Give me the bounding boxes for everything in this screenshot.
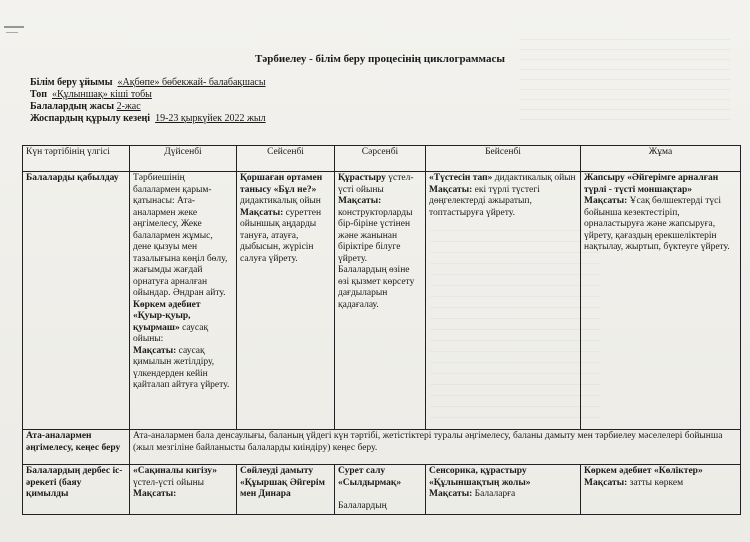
cell-thursday-independent — [426, 465, 581, 515]
friday-independent-goal: затты көркем — [627, 477, 684, 488]
cell-tuesday-reception — [237, 172, 335, 430]
tuesday-reception-activity: Қоршаған ортамен танысу «Бұл не?» — [240, 173, 323, 195]
row-label-independent: Балалардың дербес іс-әрекеті (баяу қимылды — [23, 465, 130, 515]
thursday-independent-activity: Сенсорика, құрастыру «Құлыншақтың жолы» — [429, 466, 531, 488]
row-parents — [23, 430, 741, 465]
wednesday-reception-goal: конструкторларды бір-біріне үстінен және жанынан біріктіре білуге үйрету. — [338, 207, 413, 264]
thursday-reception-type: дидактикалық ойын — [492, 173, 576, 183]
header-row — [23, 146, 741, 172]
monday-reception-goal-label: Мақсаты: — [133, 345, 177, 356]
tuesday-reception-goal: суреттен ойыншық аңдарды тануға, атауға, дыбысын, жүрісін салуға үйрету. — [240, 207, 322, 264]
col-header-monday: Дүйсенбі — [130, 146, 237, 172]
col-header-thursday: Бейсенбі — [426, 146, 581, 172]
monday-independent-type: үстел-үсті ойыны — [133, 477, 205, 488]
wednesday-independent-text: Балалардың — [338, 500, 387, 511]
monday-reception-type: саусақ ойыны: — [133, 322, 209, 344]
wednesday-reception-goal-label: Мақсаты: — [338, 196, 382, 206]
period-value: 19-23 қыркүйек 2022 жыл — [155, 113, 266, 124]
tuesday-independent-activity: Сөйлеуді дамыту «Құыршақ Әйгерім мен Динара — [240, 466, 325, 499]
org-value: «Ақбөпе» бөбекжай- балабақшасы — [117, 77, 266, 88]
thursday-reception-goal: екі түрлі түстегі дөңгелектерді ажыратып, топтастыруға үйрету. — [429, 184, 540, 218]
wednesday-independent-activity: Сурет салу «Сылдырмақ» — [338, 466, 402, 488]
cell-tuesday-independent — [237, 465, 335, 515]
group-label: Топ — [30, 89, 47, 100]
org-line — [30, 77, 730, 89]
period-label: Жоспардың құрылу кезеңі — [30, 113, 151, 124]
scan-corner-mark — [4, 26, 24, 42]
row-reception — [23, 172, 741, 430]
document-header — [30, 53, 730, 125]
tuesday-reception-goal-label: Мақсаты: — [240, 207, 284, 218]
age-value: 2-жас — [116, 101, 141, 112]
cell-thursday-reception — [426, 172, 581, 430]
col-header-tuesday: Сейсенбі — [237, 146, 335, 172]
thursday-independent-goal: Балаларға — [472, 489, 516, 499]
monday-independent-activity: «Сақиналы кигізу» — [133, 466, 217, 476]
friday-independent-activity: Көркем әдебиет «Көліктер» — [584, 466, 703, 476]
org-label: Білім беру ұйымы — [30, 77, 113, 88]
age-line — [30, 101, 730, 113]
col-header-schedule: Күн тәртібінің үлгісі — [23, 146, 130, 172]
cell-friday-reception — [581, 172, 741, 430]
group-value: «Құлыншақ» кіші тобы — [51, 89, 152, 100]
wednesday-reception-activity: Құрастыру — [338, 173, 386, 183]
cell-friday-independent — [581, 465, 741, 515]
col-header-wednesday: Сәрсенбі — [335, 146, 426, 172]
cell-monday-independent — [130, 465, 237, 515]
friday-independent-goal-label: Мақсаты: — [584, 477, 628, 488]
thursday-reception-activity: «Түстесін тап» — [429, 173, 493, 183]
row-label-parents: Ата-аналармен әңгімелесу, кеңес беру — [23, 430, 130, 465]
monday-reception-goal: саусақ қимылын жетілдіру, үлкендерден кейін қайталап айтуға үйрету. — [133, 345, 230, 390]
cell-wednesday-independent — [335, 465, 426, 515]
cyclogram-table — [22, 145, 741, 515]
cell-wednesday-reception — [335, 172, 426, 430]
document-title: Тәрбиелеу - білім беру процесінің циклограммасы — [255, 53, 505, 65]
friday-reception-activity: Жапсыру «Әйгерімге арналған түрлі - түсті моншақтар» — [584, 173, 719, 195]
thursday-reception-goal-label: Мақсаты: — [429, 184, 473, 195]
wednesday-reception-note: Балалардың өзіне өзі қызмет көрсету дағдыларын қадағалау. — [338, 265, 415, 310]
row-label-reception: Балаларды қабылдау — [23, 172, 130, 430]
monday-independent-goal-label: Мақсаты: — [133, 489, 177, 499]
wednesday-reception-type: үстел-үсті ойыны — [338, 173, 414, 195]
friday-reception-goal-label: Мақсаты: — [584, 196, 628, 206]
cell-monday-reception — [130, 172, 237, 430]
monday-reception-activity: Көркем әдебиет «Қуыр-қуыр, қуырмаш» — [133, 299, 201, 333]
period-line — [30, 113, 730, 125]
age-label: Балалардың жасы — [30, 101, 115, 112]
tuesday-reception-type: дидактикалық ойын — [240, 196, 321, 206]
col-header-friday: Жұма — [581, 146, 741, 172]
cell-parents-text: Ата-аналармен бала денсаулығы, баланың үйдегі күн тәртібі, жетістіктері туралы әңгімелесу, баланы дамыту мен тәрбиелеу мәселелері бойынша (жыл мезгіліне байланысты балаларды киіндіру) кеңес беру. — [130, 430, 741, 465]
friday-reception-goal: Ұсақ бөлшектерді түсі бойынша кезектестіріп, орналастыруға және жапсыруға, үйрету, қағаздың ерекшеліктерін нақтылау, жыртып, бүктеуге үйрету. — [584, 196, 730, 252]
thursday-independent-goal-label: Мақсаты: — [429, 489, 473, 499]
row-independent-activity — [23, 465, 741, 515]
group-line — [30, 89, 730, 101]
monday-reception-intro: Тәрбиешінің балалармен қарым-қатынасы: Ата-аналармен жеке әңгімелесу, Жеке балалармен жұмыс, дене қызуы мен тазалығына көңіл бөлу, жағымды жағдай орнатуға арналған ойындар. Әндран айту. — [133, 173, 228, 298]
